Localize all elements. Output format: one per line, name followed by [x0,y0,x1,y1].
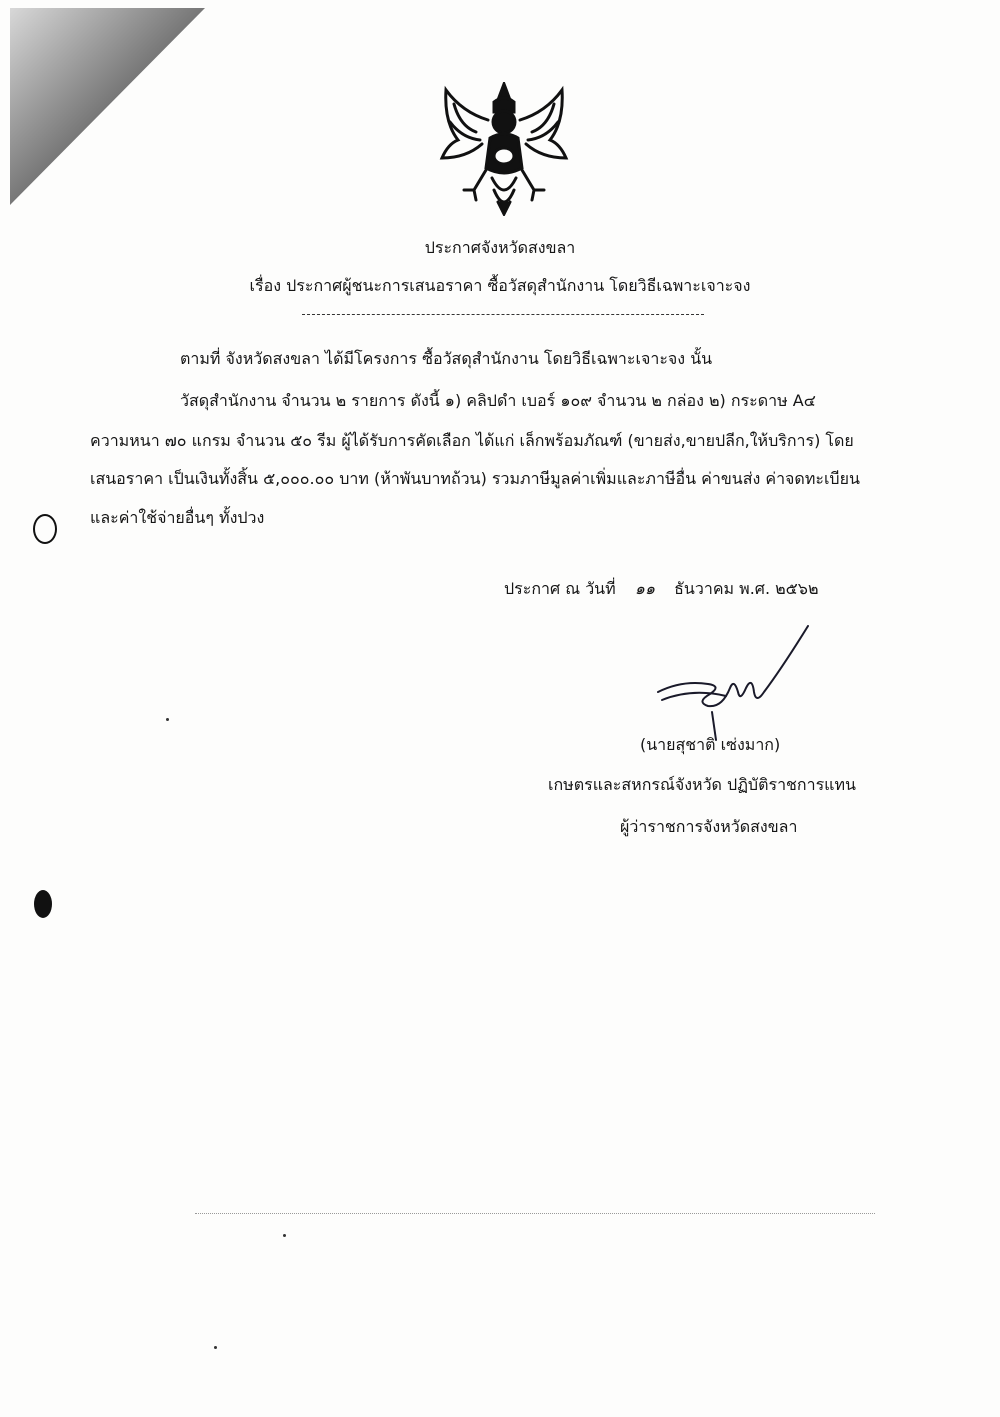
signer-position: เกษตรและสหกรณ์จังหวัด ปฏิบัติราชการแทน [548,775,856,794]
body-line-1: ตามที่ จังหวัดสงขลา ได้มีโครงการ ซื้อวัสดุสำนักงาน โดยวิธีเฉพาะเจาะจง นั้น [180,349,713,368]
announce-month-year: ธันวาคม พ.ศ. ๒๕๖๒ [674,579,819,598]
body-line-5: และค่าใช้จ่ายอื่นๆ ทั้งปวง [90,508,265,527]
scan-corner-shadow [0,0,210,210]
body-line-3: ความหนา ๗๐ แกรม จำนวน ๕๐ รีม ผู้ได้รับการคัดเลือก ได้แก่ เล็กพร้อมภัณฑ์ (ขายส่ง,ขายปลีก,ให้บริการ) โดย [90,431,854,450]
signer-authority: ผู้ว่าราชการจังหวัดสงขลา [620,817,798,836]
separator-line [302,314,704,315]
scan-speck [214,1346,217,1349]
scan-artifact-line [195,1213,875,1214]
announce-day: ๑๑ [634,579,656,598]
page-title: ประกาศจังหวัดสงขลา [424,238,576,257]
document-subject: เรื่อง ประกาศผู้ชนะการเสนอราคา ซื้อวัสดุสำนักงาน โดยวิธีเฉพาะเจาะจง [249,276,751,295]
signer-name: (นายสุชาติ เซ่งมาก) [640,735,781,754]
scan-speck [166,718,169,721]
announce-prefix: ประกาศ ณ วันที่ [504,579,616,598]
handwritten-signature [652,622,822,742]
scan-speck [283,1234,286,1237]
punch-hole-top [33,514,57,544]
punch-hole-bottom [34,890,52,918]
body-line-2: วัสดุสำนักงาน จำนวน ๒ รายการ ดังนี้ ๑) คลิปดำ เบอร์ ๑๐๙ จำนวน ๒ กล่อง ๒) กระดาษ A๔ [180,391,816,410]
body-line-4: เสนอราคา เป็นเงินทั้งสิ้น ๕,๐๐๐.๐๐ บาท (ห้าพันบาทถ้วน) รวมภาษีมูลค่าเพิ่มและภาษีอื่น ค่าขนส่ง ค่าจดทะเบียน [90,469,860,488]
garuda-emblem-icon [436,82,572,216]
announce-date [504,578,818,600]
